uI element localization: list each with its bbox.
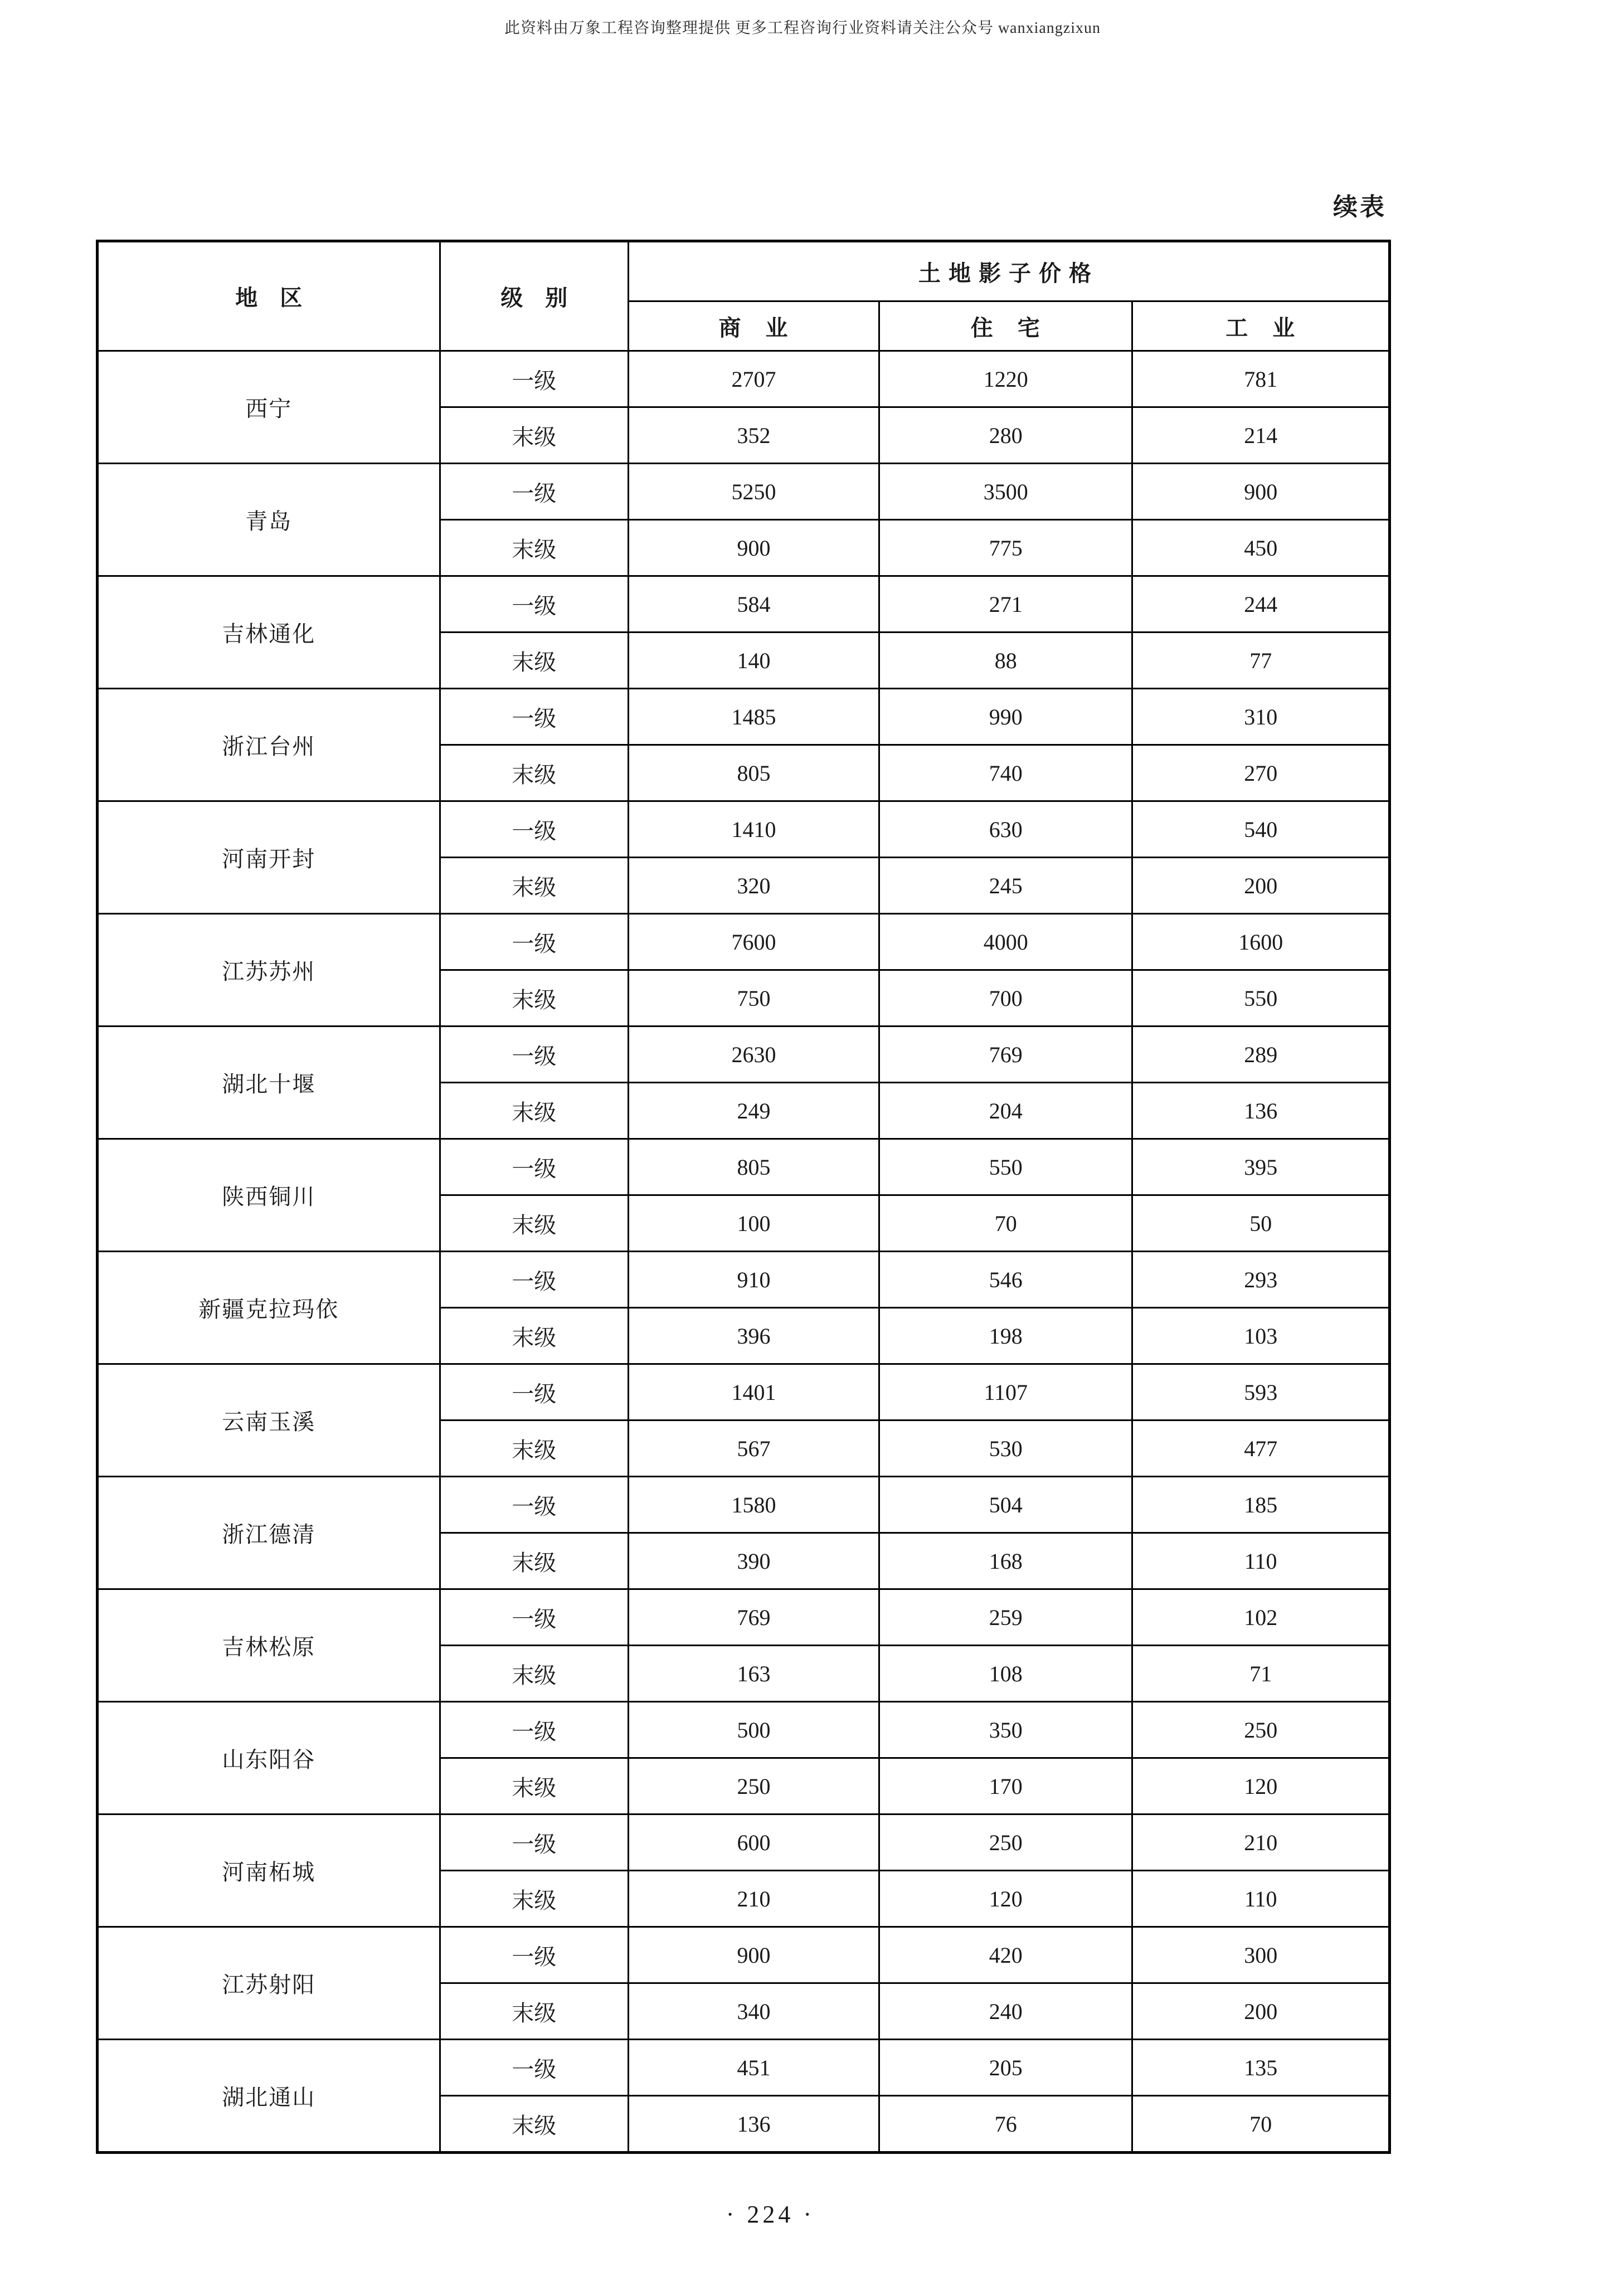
value-cell-residential: 550 [879,1139,1132,1195]
value-cell-commercial: 136 [629,2096,879,2153]
value-cell-commercial: 396 [629,1308,879,1364]
level-cell: 一级 [440,689,629,745]
value-cell-commercial: 100 [629,1195,879,1252]
value-cell-industrial: 77 [1132,633,1390,689]
table-row [98,914,1390,970]
value-cell-commercial: 900 [629,1927,879,1983]
level-cell: 一级 [440,1364,629,1421]
value-cell-industrial: 293 [1132,1252,1390,1308]
value-cell-commercial: 451 [629,2040,879,2096]
region-cell: 陕西铜川 [98,1139,440,1252]
value-cell-commercial: 584 [629,576,879,633]
value-cell-industrial: 250 [1132,1702,1390,1758]
level-cell: 末级 [440,1533,629,1589]
level-cell: 末级 [440,407,629,464]
value-cell-residential: 420 [879,1927,1132,1983]
value-cell-commercial: 5250 [629,464,879,520]
value-cell-residential: 3500 [879,464,1132,520]
value-cell-industrial: 540 [1132,801,1390,858]
level-cell: 末级 [440,970,629,1027]
value-cell-commercial: 500 [629,1702,879,1758]
level-cell: 末级 [440,1871,629,1927]
region-cell: 湖北十堰 [98,1027,440,1139]
value-cell-residential: 168 [879,1533,1132,1589]
value-cell-residential: 530 [879,1421,1132,1477]
value-cell-commercial: 163 [629,1646,879,1702]
value-cell-industrial: 477 [1132,1421,1390,1477]
value-cell-residential: 4000 [879,914,1132,970]
value-cell-commercial: 1485 [629,689,879,745]
value-cell-commercial: 249 [629,1083,879,1139]
continued-table-label: 续表 [1333,193,1387,221]
level-cell: 末级 [440,1758,629,1815]
value-cell-industrial: 185 [1132,1477,1390,1533]
table-row [98,689,1390,745]
level-cell: 末级 [440,1195,629,1252]
value-cell-residential: 70 [879,1195,1132,1252]
table-row [98,801,1390,858]
value-cell-industrial: 1600 [1132,914,1390,970]
value-cell-residential: 630 [879,801,1132,858]
header-region: 地 区 [98,241,440,351]
region-cell: 河南开封 [98,801,440,914]
region-cell: 云南玉溪 [98,1364,440,1477]
value-cell-residential: 240 [879,1983,1132,2040]
level-cell: 一级 [440,576,629,633]
value-cell-industrial: 135 [1132,2040,1390,2096]
value-cell-commercial: 2630 [629,1027,879,1083]
table-header [98,241,1390,351]
level-cell: 一级 [440,1589,629,1646]
value-cell-industrial: 210 [1132,1815,1390,1871]
value-cell-industrial: 200 [1132,858,1390,914]
value-cell-residential: 170 [879,1758,1132,1815]
value-cell-residential: 700 [879,970,1132,1027]
level-cell: 一级 [440,914,629,970]
region-cell: 新疆克拉玛依 [98,1252,440,1364]
region-cell: 青岛 [98,464,440,576]
region-cell: 西宁 [98,351,440,464]
value-cell-commercial: 1410 [629,801,879,858]
table-row [98,464,1390,520]
level-cell: 一级 [440,1815,629,1871]
value-cell-commercial: 7600 [629,914,879,970]
value-cell-commercial: 250 [629,1758,879,1815]
value-cell-industrial: 310 [1132,689,1390,745]
table-row [98,1477,1390,1533]
table-row [98,1702,1390,1758]
table-body [98,351,1390,2153]
value-cell-residential: 108 [879,1646,1132,1702]
header-industrial: 工 业 [1132,301,1390,351]
value-cell-industrial: 110 [1132,1533,1390,1589]
value-cell-industrial: 395 [1132,1139,1390,1195]
value-cell-residential: 990 [879,689,1132,745]
region-cell: 吉林松原 [98,1589,440,1702]
value-cell-industrial: 270 [1132,745,1390,801]
value-cell-commercial: 900 [629,520,879,576]
shadow-price-table [96,240,1391,2154]
value-cell-residential: 775 [879,520,1132,576]
page-number: · 224 · [726,2201,815,2228]
level-cell: 末级 [440,1421,629,1477]
shadow-price-table-wrap [96,240,1391,2154]
value-cell-residential: 120 [879,1871,1132,1927]
table-row [98,1364,1390,1421]
value-cell-commercial: 805 [629,1139,879,1195]
region-cell: 河南柘城 [98,1815,440,1927]
table-row [98,1027,1390,1083]
level-cell: 末级 [440,1083,629,1139]
value-cell-residential: 1107 [879,1364,1132,1421]
value-cell-industrial: 300 [1132,1927,1390,1983]
level-cell: 一级 [440,1477,629,1533]
value-cell-residential: 546 [879,1252,1132,1308]
header-price-group: 土地影子价格 [629,241,1390,301]
value-cell-industrial: 781 [1132,351,1390,407]
level-cell: 末级 [440,1646,629,1702]
value-cell-industrial: 289 [1132,1027,1390,1083]
value-cell-industrial: 70 [1132,2096,1390,2153]
value-cell-residential: 245 [879,858,1132,914]
table-row [98,1927,1390,1983]
value-cell-commercial: 320 [629,858,879,914]
value-cell-commercial: 769 [629,1589,879,1646]
value-cell-industrial: 593 [1132,1364,1390,1421]
level-cell: 一级 [440,464,629,520]
value-cell-commercial: 390 [629,1533,879,1589]
value-cell-residential: 504 [879,1477,1132,1533]
table-row [98,351,1390,407]
value-cell-industrial: 120 [1132,1758,1390,1815]
value-cell-commercial: 1580 [629,1477,879,1533]
region-cell: 湖北通山 [98,2040,440,2153]
level-cell: 末级 [440,745,629,801]
level-cell: 末级 [440,2096,629,2153]
value-cell-industrial: 550 [1132,970,1390,1027]
level-cell: 一级 [440,1252,629,1308]
value-cell-commercial: 340 [629,1983,879,2040]
value-cell-industrial: 450 [1132,520,1390,576]
value-cell-commercial: 910 [629,1252,879,1308]
value-cell-industrial: 900 [1132,464,1390,520]
level-cell: 末级 [440,1308,629,1364]
value-cell-industrial: 50 [1132,1195,1390,1252]
level-cell: 一级 [440,1702,629,1758]
value-cell-commercial: 140 [629,633,879,689]
top-watermark-note: 此资料由万象工程咨询整理提供 更多工程咨询行业资料请关注公众号 wanxiangzixun [504,20,1101,37]
value-cell-residential: 205 [879,2040,1132,2096]
value-cell-commercial: 805 [629,745,879,801]
region-cell: 江苏射阳 [98,1927,440,2040]
header-commercial: 商 业 [629,301,879,351]
region-cell: 江苏苏州 [98,914,440,1027]
level-cell: 一级 [440,351,629,407]
value-cell-commercial: 2707 [629,351,879,407]
value-cell-industrial: 102 [1132,1589,1390,1646]
value-cell-residential: 204 [879,1083,1132,1139]
level-cell: 末级 [440,633,629,689]
region-cell: 浙江台州 [98,689,440,801]
level-cell: 一级 [440,1027,629,1083]
value-cell-residential: 250 [879,1815,1132,1871]
table-row [98,1252,1390,1308]
level-cell: 一级 [440,801,629,858]
level-cell: 一级 [440,1927,629,1983]
value-cell-residential: 198 [879,1308,1132,1364]
value-cell-commercial: 1401 [629,1364,879,1421]
level-cell: 末级 [440,1983,629,2040]
level-cell: 一级 [440,1139,629,1195]
level-cell: 一级 [440,2040,629,2096]
value-cell-residential: 740 [879,745,1132,801]
value-cell-residential: 769 [879,1027,1132,1083]
region-cell: 山东阳谷 [98,1702,440,1815]
value-cell-industrial: 71 [1132,1646,1390,1702]
header-residential: 住 宅 [879,301,1132,351]
header-row-1 [98,241,1390,301]
table-row [98,2040,1390,2096]
table-row [98,1589,1390,1646]
value-cell-residential: 76 [879,2096,1132,2153]
value-cell-commercial: 600 [629,1815,879,1871]
region-cell: 浙江德清 [98,1477,440,1589]
table-row [98,576,1390,633]
value-cell-industrial: 214 [1132,407,1390,464]
table-row [98,1139,1390,1195]
value-cell-residential: 271 [879,576,1132,633]
value-cell-industrial: 244 [1132,576,1390,633]
level-cell: 末级 [440,858,629,914]
value-cell-commercial: 210 [629,1871,879,1927]
table-row [98,1815,1390,1871]
value-cell-residential: 280 [879,407,1132,464]
value-cell-residential: 1220 [879,351,1132,407]
region-cell: 吉林通化 [98,576,440,689]
value-cell-residential: 88 [879,633,1132,689]
value-cell-residential: 350 [879,1702,1132,1758]
value-cell-commercial: 567 [629,1421,879,1477]
header-level: 级 别 [440,241,629,351]
value-cell-residential: 259 [879,1589,1132,1646]
value-cell-industrial: 103 [1132,1308,1390,1364]
level-cell: 末级 [440,520,629,576]
value-cell-industrial: 110 [1132,1871,1390,1927]
value-cell-commercial: 750 [629,970,879,1027]
value-cell-commercial: 352 [629,407,879,464]
value-cell-industrial: 200 [1132,1983,1390,2040]
value-cell-industrial: 136 [1132,1083,1390,1139]
